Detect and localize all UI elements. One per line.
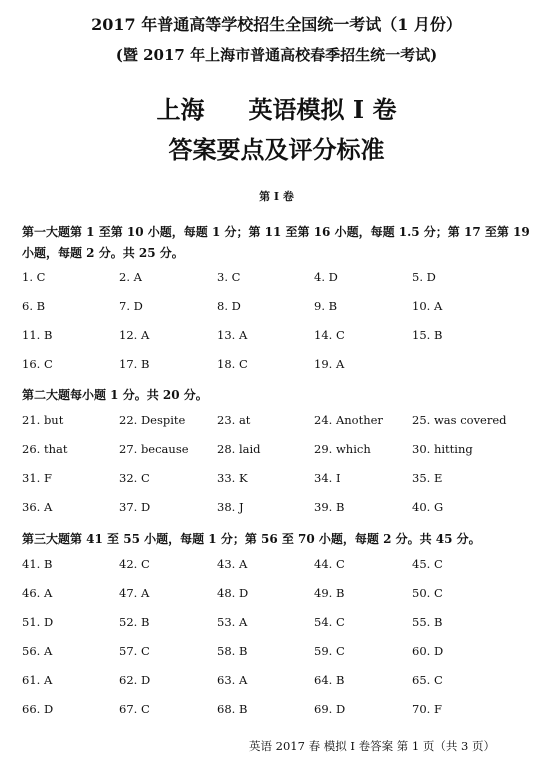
answer-item: 33. K <box>217 471 248 485</box>
section1-heading: 第一大题第 1 至第 10 小题，每题 1 分；第 11 至第 16 小题，每题 1.5 分；第 17 至第 19 小题，每题 2 分。共 25 分。 <box>22 225 530 260</box>
answer-item: 29. which <box>314 442 371 456</box>
answer-item: 67. C <box>119 702 150 716</box>
answer-item: 49. B <box>314 586 345 600</box>
answer-row <box>22 644 542 673</box>
section3-answers <box>22 557 542 731</box>
answer-item: 26. that <box>22 442 68 456</box>
answer-item: 22. Despite <box>119 413 186 427</box>
answer-item: 61. A <box>22 673 53 687</box>
answer-row <box>22 557 542 586</box>
answer-row <box>22 299 542 328</box>
answer-item: 11. B <box>22 328 53 342</box>
answer-row <box>22 673 542 702</box>
answer-item: 37. D <box>119 500 151 514</box>
answer-item: 50. C <box>412 586 443 600</box>
answer-row <box>22 471 542 500</box>
answer-item: 15. B <box>412 328 443 342</box>
answer-item: 68. B <box>217 702 248 716</box>
section3-heading: 第三大题第 41 至 55 小题，每题 1 分；第 56 至 70 小题，每题 2 分。共 45 分。 <box>22 532 481 546</box>
answer-item: 7. D <box>119 299 143 313</box>
answer-item: 64. B <box>314 673 345 687</box>
section1-answers <box>22 270 542 386</box>
answer-item: 56. A <box>22 644 53 658</box>
answer-item: 58. B <box>217 644 248 658</box>
answer-item: 48. D <box>217 586 249 600</box>
answer-item: 65. C <box>412 673 443 687</box>
answer-item: 12. A <box>119 328 150 342</box>
answer-item: 42. C <box>119 557 150 571</box>
answer-item: 5. D <box>412 270 436 284</box>
paper-title-region: 上海 <box>156 95 205 124</box>
answer-item: 28. laid <box>217 442 261 456</box>
answer-item: 31. F <box>22 471 52 485</box>
answer-item: 19. A <box>314 357 345 371</box>
answer-item: 39. B <box>314 500 345 514</box>
answer-item: 66. D <box>22 702 54 716</box>
section2-heading: 第二大题每小题 1 分。共 20 分。 <box>22 388 208 402</box>
paper-title-name: 英语模拟 I 卷 <box>248 95 397 124</box>
answer-item: 18. C <box>217 357 248 371</box>
answer-item: 10. A <box>412 299 443 313</box>
answer-item: 2. A <box>119 270 142 284</box>
answer-item: 44. C <box>314 557 345 571</box>
answer-row <box>22 586 542 615</box>
answer-item: 51. D <box>22 615 54 629</box>
answer-item: 63. A <box>217 673 248 687</box>
answer-item: 34. I <box>314 471 341 485</box>
section2-answers <box>22 413 542 529</box>
answer-item: 6. B <box>22 299 46 313</box>
answer-item: 1. C <box>22 270 46 284</box>
answer-item: 36. A <box>22 500 53 514</box>
answer-item: 47. A <box>119 586 150 600</box>
answer-item: 32. C <box>119 471 150 485</box>
answer-row <box>22 328 542 357</box>
answer-item: 13. A <box>217 328 248 342</box>
answer-item: 3. C <box>217 270 241 284</box>
answer-item: 57. C <box>119 644 150 658</box>
answer-item: 30. hitting <box>412 442 473 456</box>
answer-item: 52. B <box>119 615 150 629</box>
answer-item: 27. because <box>119 442 189 456</box>
page-footer: 英语 2017 春 模拟 I 卷答案 第 1 页（共 3 页） <box>249 739 495 753</box>
answer-item: 14. C <box>314 328 345 342</box>
answer-item: 24. Another <box>314 413 383 427</box>
answer-row <box>22 615 542 644</box>
answer-item: 35. E <box>412 471 443 485</box>
answer-item: 16. C <box>22 357 53 371</box>
exam-title: 2017 年普通高等学校招生全国统一考试（1 月份） <box>91 15 462 34</box>
document-heading: 答案要点及评分标准 <box>168 135 385 164</box>
answer-item: 46. A <box>22 586 53 600</box>
answer-item: 4. D <box>314 270 338 284</box>
answer-item: 25. was covered <box>412 413 507 427</box>
answer-row <box>22 413 542 442</box>
exam-subtitle: (暨 2017 年上海市普通高校春季招生统一考试) <box>115 46 438 64</box>
answer-row <box>22 442 542 471</box>
answer-item: 55. B <box>412 615 443 629</box>
answer-item: 23. at <box>217 413 251 427</box>
answer-item: 17. B <box>119 357 150 371</box>
answer-item: 40. G <box>412 500 444 514</box>
answer-item: 38. J <box>217 500 244 514</box>
answer-item: 70. F <box>412 702 442 716</box>
answer-row <box>22 357 542 386</box>
answer-item: 9. B <box>314 299 338 313</box>
answer-row <box>22 702 542 731</box>
answer-row <box>22 270 542 299</box>
answer-item: 45. C <box>412 557 443 571</box>
answer-item: 41. B <box>22 557 53 571</box>
answer-row <box>22 500 542 529</box>
paper-title <box>0 90 553 125</box>
answer-item: 43. A <box>217 557 248 571</box>
answer-item: 53. A <box>217 615 248 629</box>
answer-item: 60. D <box>412 644 444 658</box>
part-label: 第 I 卷 <box>259 190 294 203</box>
answer-item: 21. but <box>22 413 64 427</box>
answer-item: 69. D <box>314 702 346 716</box>
answer-item: 62. D <box>119 673 151 687</box>
answer-item: 59. C <box>314 644 345 658</box>
answer-item: 54. C <box>314 615 345 629</box>
answer-item: 8. D <box>217 299 241 313</box>
